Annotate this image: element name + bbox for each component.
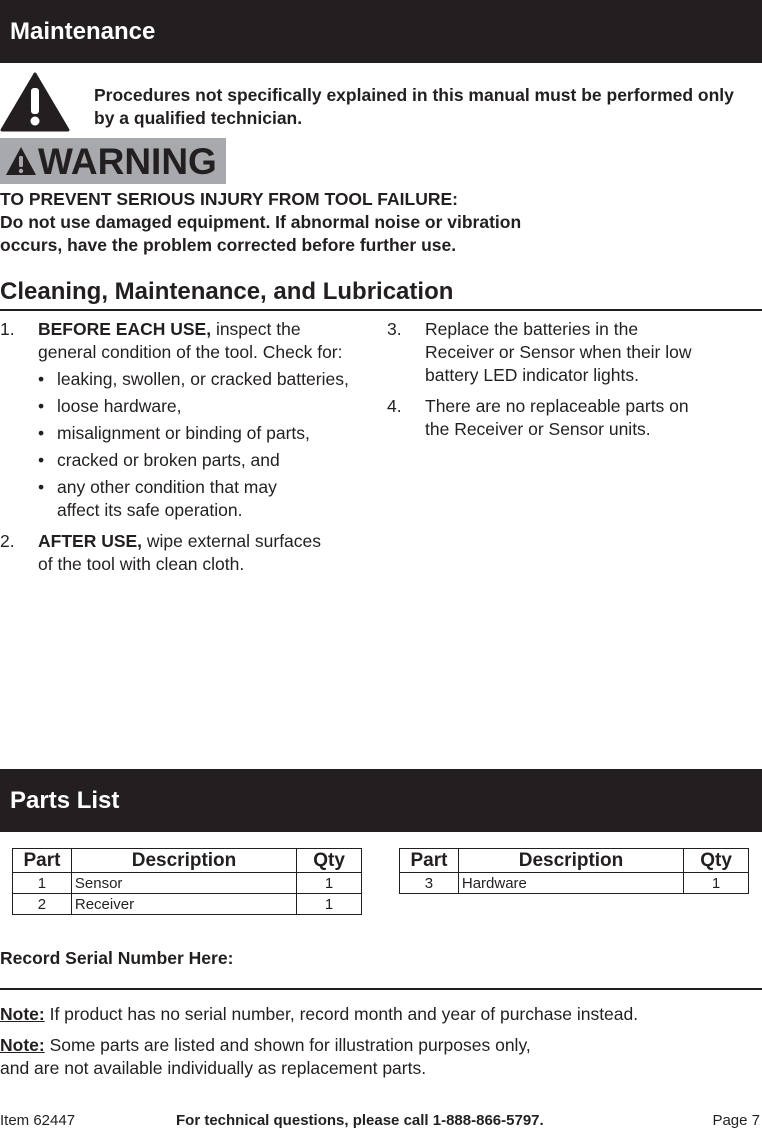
- table-header-row: [400, 849, 749, 873]
- item-text: There are no replaceable parts on: [425, 396, 689, 416]
- list-item-3: [387, 318, 757, 387]
- item-text: Replace the batteries in the: [425, 319, 639, 339]
- item-number: 1.: [0, 319, 15, 339]
- table-header-row: [13, 849, 362, 873]
- serial-number-line: [0, 988, 762, 990]
- column-header-description: Description: [71, 849, 296, 873]
- footer-item-number: Item 62447: [0, 1112, 76, 1129]
- table-row: [13, 873, 362, 894]
- cell-part: 1: [13, 873, 72, 894]
- item-text: inspect the: [211, 319, 301, 339]
- note-text: Some parts are listed and shown for illustration purposes only,: [44, 1035, 531, 1055]
- footer-page-number: Page 7: [712, 1112, 760, 1129]
- list-item-1: [0, 318, 380, 364]
- item-text: battery LED indicator lights.: [425, 365, 639, 385]
- item-text: of the tool with clean cloth.: [38, 554, 245, 574]
- list-item: • cracked or broken parts, and: [38, 450, 280, 470]
- cell-description: Sensor: [71, 873, 296, 894]
- column-header-part: Part: [400, 849, 459, 873]
- item-text: Receiver or Sensor when their low: [425, 342, 692, 362]
- note-text: If product has no serial number, record month and year of purchase instead.: [44, 1004, 639, 1024]
- bullet-list: [0, 368, 380, 522]
- warning-line: occurs, have the problem corrected before further use.: [0, 235, 457, 255]
- warning-banner: [0, 138, 226, 184]
- warning-label: WARNING: [38, 140, 217, 182]
- item-bold: AFTER USE,: [38, 531, 143, 551]
- cell-qty: 1: [297, 894, 362, 915]
- note-label: Note:: [0, 1004, 45, 1024]
- list-item-2: [0, 530, 380, 576]
- item-text: general condition of the tool. Check for:: [38, 342, 343, 362]
- caution-triangle-icon: [0, 72, 70, 132]
- column-header-qty: Qty: [297, 849, 362, 873]
- item-text: wipe external surfaces: [142, 531, 322, 551]
- table-row: [400, 873, 749, 894]
- footer-help-line: For technical questions, please call 1-888-866-5797.: [176, 1112, 544, 1129]
- item-number: 4.: [387, 396, 402, 416]
- table-row: [13, 894, 362, 915]
- maintenance-header: [0, 0, 762, 63]
- list-item: • leaking, swollen, or cracked batteries,: [38, 369, 349, 389]
- column-header-part: Part: [13, 849, 72, 873]
- divider: [0, 309, 762, 311]
- cell-part: 2: [13, 894, 72, 915]
- list-item: • misalignment or binding of parts,: [38, 423, 310, 443]
- cleaning-section-title: Cleaning, Maintenance, and Lubrication: [0, 278, 454, 305]
- parts-table-left: [12, 848, 362, 915]
- warning-triangle-icon: [4, 145, 38, 177]
- cell-description: Receiver: [71, 894, 296, 915]
- column-header-qty: Qty: [684, 849, 749, 873]
- list-item: affect its safe operation.: [57, 500, 243, 520]
- warning-text: [0, 188, 600, 257]
- list-item: • any other condition that may: [38, 477, 277, 497]
- cell-description: Hardware: [458, 873, 683, 894]
- parts-list-title: Parts List: [10, 786, 120, 814]
- list-item: • loose hardware,: [38, 396, 182, 416]
- item-number: 3.: [387, 319, 402, 339]
- warning-line: Do not use damaged equipment. If abnormal noise or vibration: [0, 212, 522, 232]
- list-item-4: [387, 395, 757, 441]
- maintenance-title: Maintenance: [10, 17, 156, 45]
- caution-text: Procedures not specifically explained in this manual must be performed only by a qualified technician.: [94, 85, 734, 128]
- record-serial-label: Record Serial Number Here:: [0, 948, 234, 968]
- warning-heading: TO PREVENT SERIOUS INJURY FROM TOOL FAILURE:: [0, 189, 458, 209]
- note-2: [0, 1034, 760, 1080]
- cell-part: 3: [400, 873, 459, 894]
- cell-qty: 1: [684, 873, 749, 894]
- item-bold: BEFORE EACH USE,: [38, 319, 212, 339]
- parts-table-right: [399, 848, 749, 894]
- parts-list-header: [0, 769, 762, 832]
- column-header-description: Description: [458, 849, 683, 873]
- note-text: and are not available individually as replacement parts.: [0, 1058, 427, 1078]
- note-1: [0, 1003, 760, 1026]
- item-number: 2.: [0, 531, 15, 551]
- cell-qty: 1: [297, 873, 362, 894]
- item-text: the Receiver or Sensor units.: [425, 419, 651, 439]
- note-label: Note:: [0, 1035, 45, 1055]
